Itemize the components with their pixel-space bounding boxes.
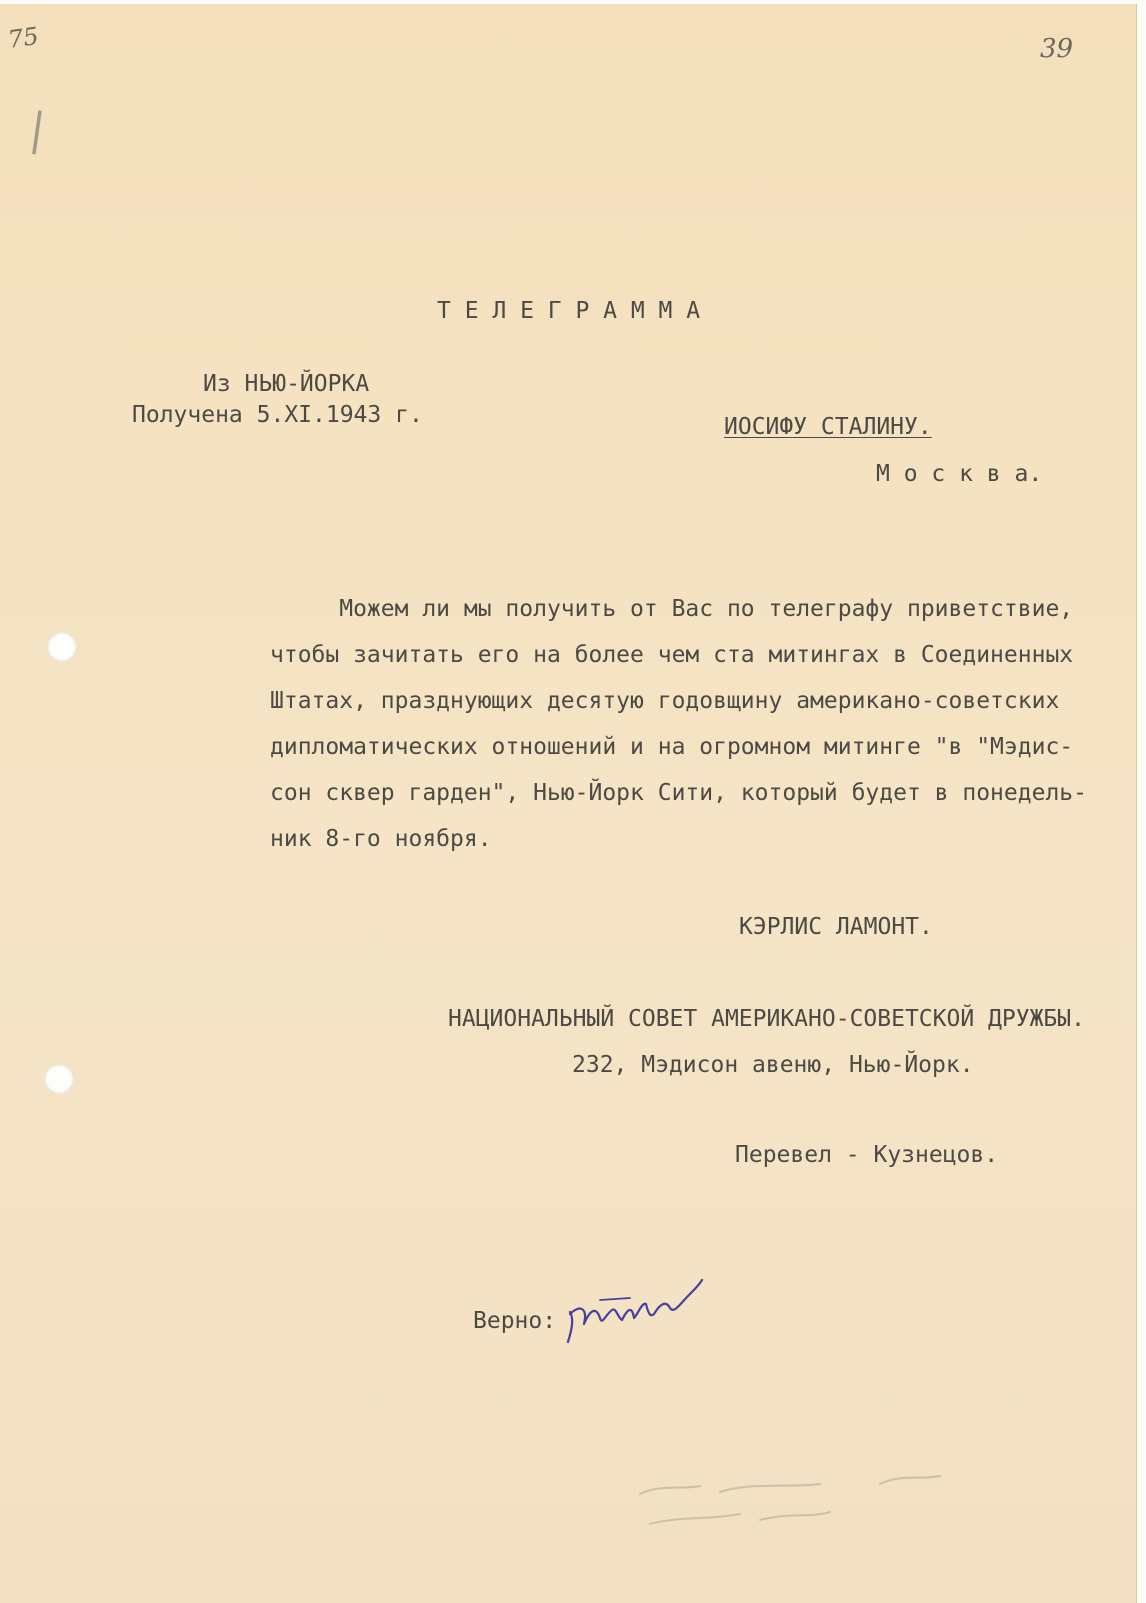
- addressee-city: М о с к в а.: [876, 461, 1043, 487]
- body-line: дипломатических отношений и на огромном митинге "в "Мэдис-: [270, 734, 1074, 760]
- margin-stroke: |: [26, 103, 49, 156]
- page-number: 39: [1040, 34, 1074, 64]
- body-line: чтобы зачитать его на более чем ста митингах в Соединенных: [270, 642, 1074, 668]
- translator-note: Перевел - Кузнецов.: [735, 1142, 999, 1168]
- certification-label: Верно:: [473, 1308, 557, 1334]
- addressee-name: ИОСИФУ СТАЛИНУ.: [724, 414, 932, 440]
- body-line: сон сквер гарден", Нью-Йорк Сити, который будет в понедель-: [270, 780, 1087, 806]
- body-line: Можем ли мы получить от Вас по телеграфу приветствие,: [270, 596, 1074, 622]
- body-line: ник 8-го ноября.: [270, 826, 492, 852]
- punch-hole-bottom: [44, 1064, 74, 1094]
- origin-line: Из НЬЮ-ЙОРКА: [203, 371, 370, 397]
- body-line: Штатах, празднующих десятую годовщину американо-советских: [270, 688, 1060, 714]
- certifier-signature: [560, 1274, 710, 1354]
- sender-name: КЭРЛИС ЛАМОНТ.: [739, 914, 933, 940]
- corner-mark: 75: [6, 22, 41, 54]
- paper-sheet: [0, 4, 1136, 1603]
- sender-organization: НАЦИОНАЛЬНЫЙ СОВЕТ АМЕРИКАНО-СОВЕТСКОЙ ДРУЖБЫ.: [448, 1006, 1085, 1032]
- received-date: Получена 5.XI.1943 г.: [132, 402, 423, 428]
- document-title: Т Е Л Е Г Р А М М А: [437, 298, 701, 324]
- punch-hole-top: [47, 632, 77, 662]
- sender-address: 232, Мэдисон авеню, Нью-Йорк.: [572, 1052, 974, 1078]
- faint-archive-note: [620, 1454, 960, 1549]
